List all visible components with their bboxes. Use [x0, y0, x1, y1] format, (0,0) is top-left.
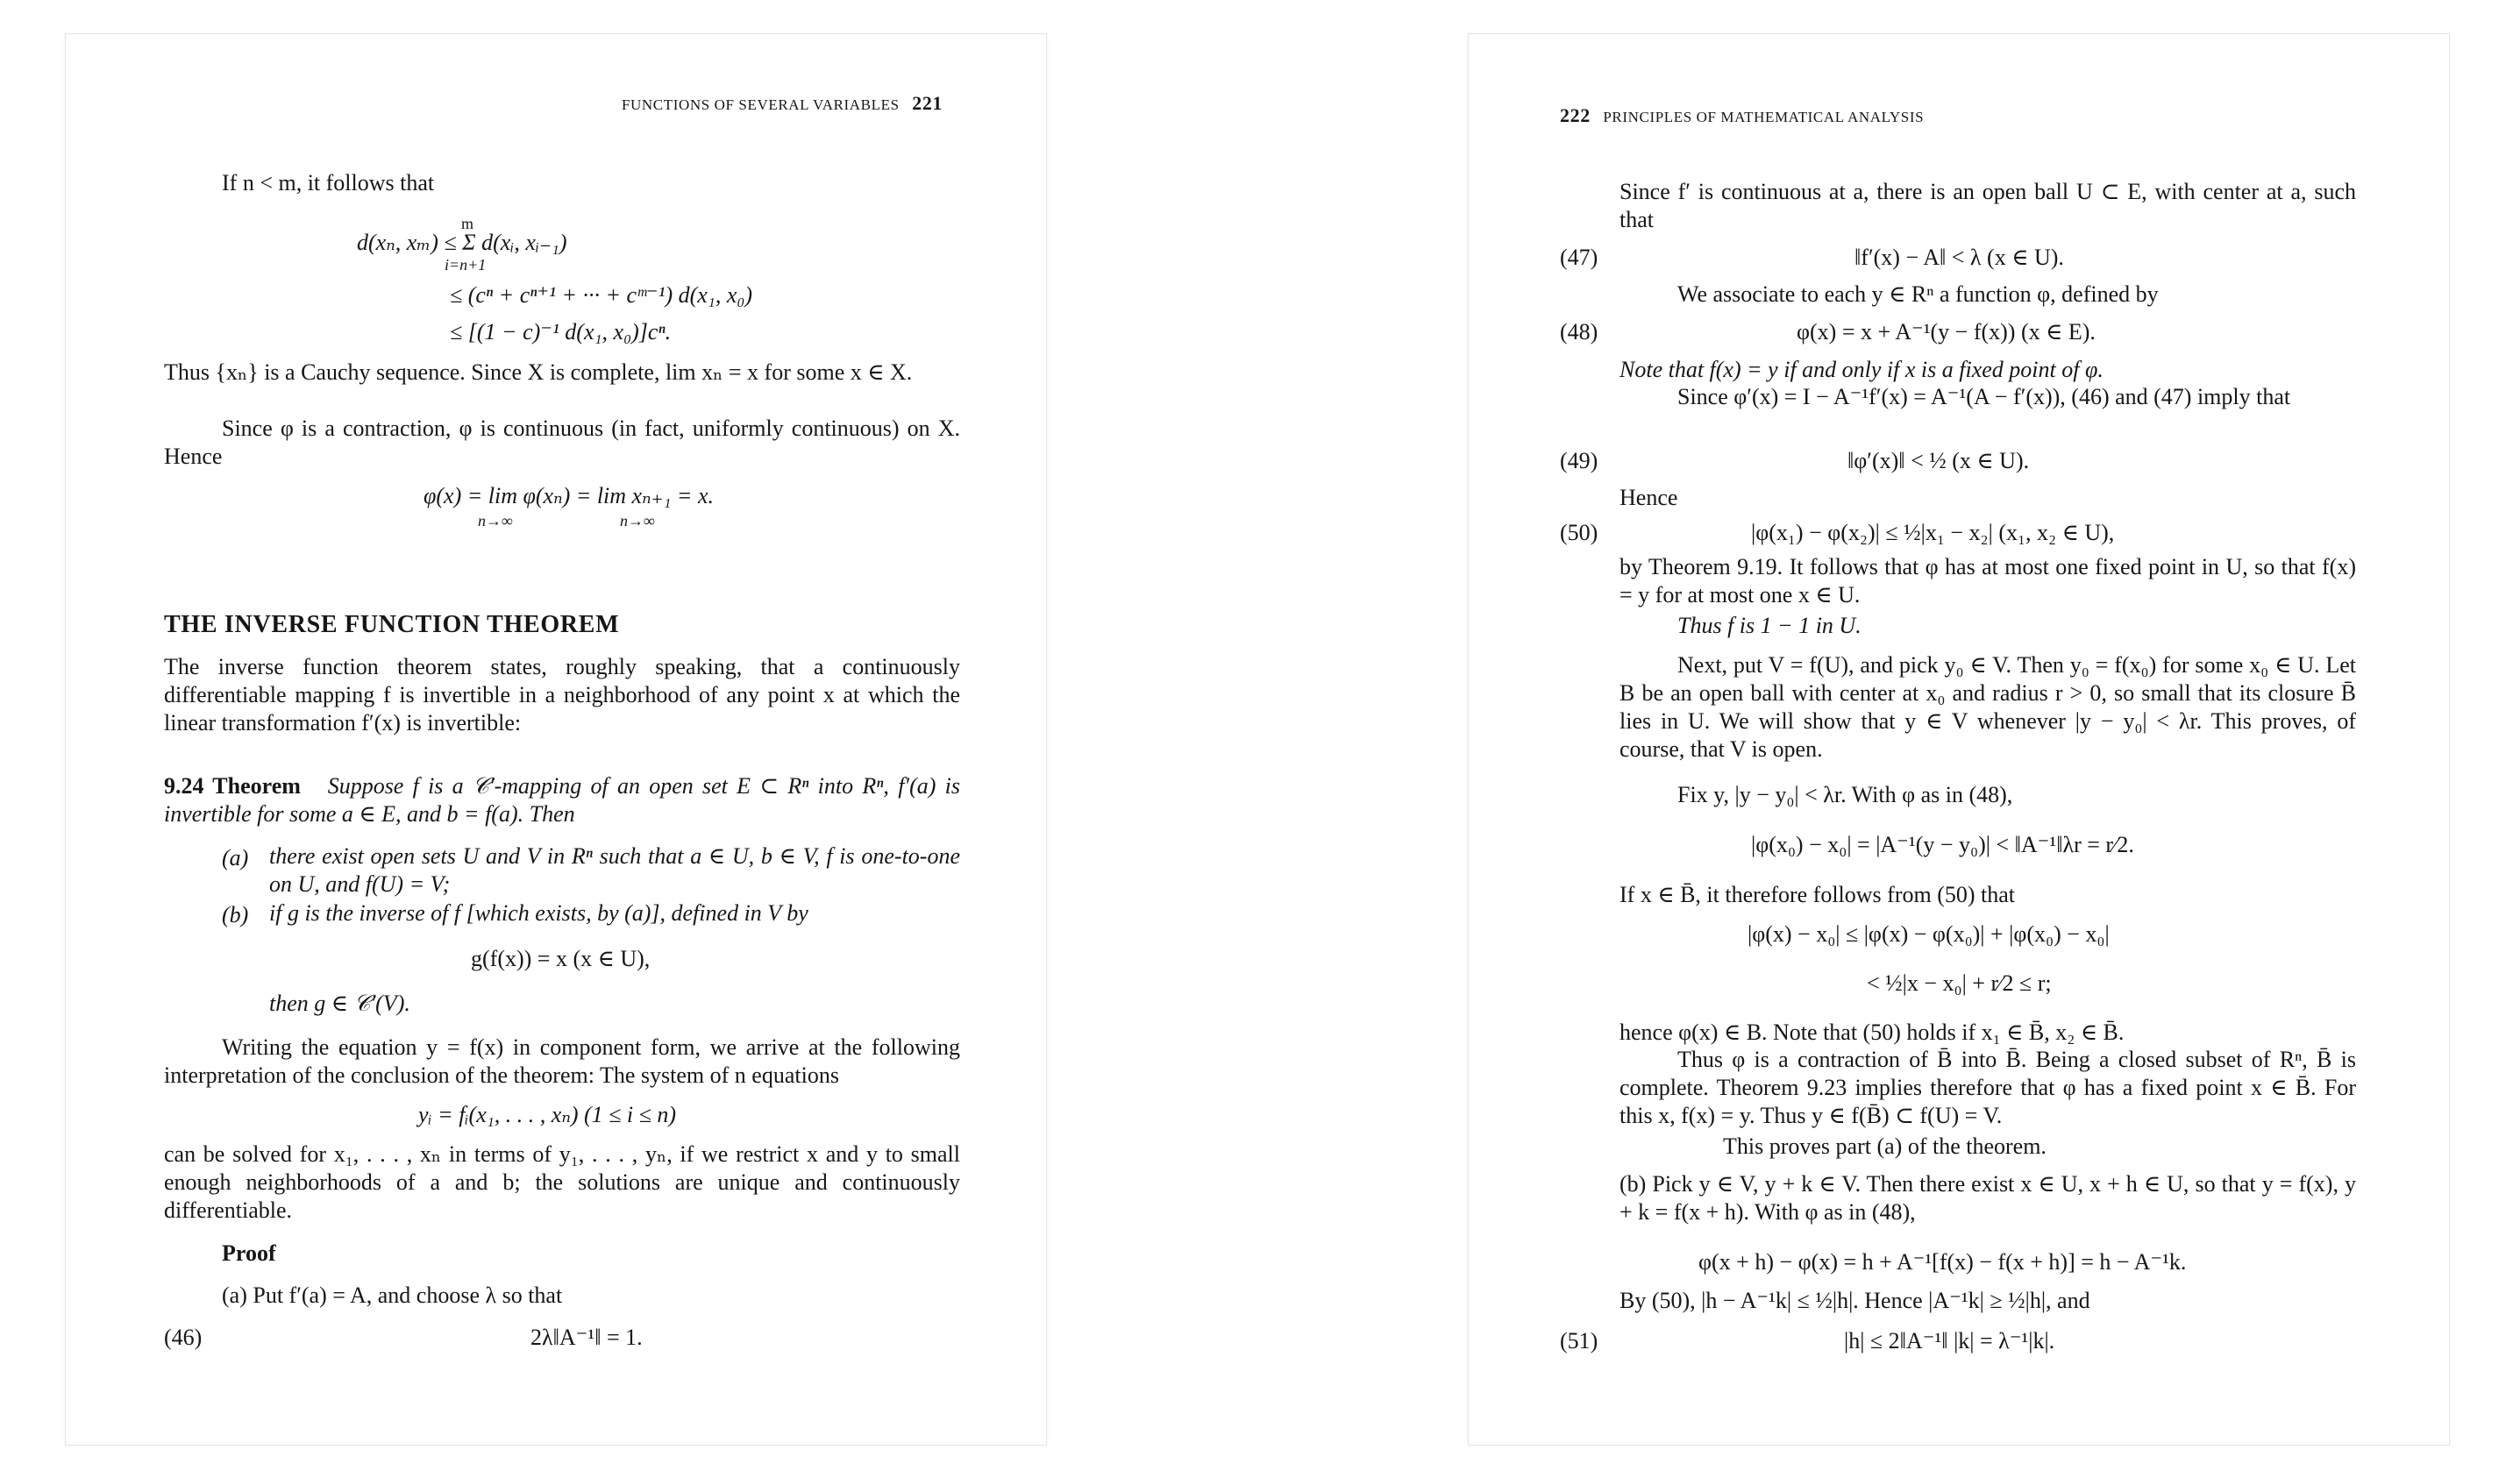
text-line: hence φ(x) ∈ B. Note that (50) holds if x₁ ∈ B̄, x₂ ∈ B̄. — [1619, 1020, 2125, 1045]
header-title: FUNCTIONS OF SEVERAL VARIABLES — [622, 96, 900, 113]
paragraph: We associate to each y ∈ Rⁿ a function φ, defined by — [1677, 281, 2159, 307]
proof-heading: Proof — [222, 1240, 276, 1266]
text-line: By (50), |h − A⁻¹k| ≤ ½|h|. Hence |A⁻¹k| ≥ ½|h|, and — [1619, 1288, 2090, 1313]
theorem-label: 9.24 Theorem — [164, 773, 301, 799]
equation-50: |φ(x₁) − φ(x₂)| ≤ ½|x₁ − x₂| (x₁, x₂ ∈ U), — [1751, 520, 2115, 545]
theorem-item-a: there exist open sets U and V in Rⁿ such that a ∈ U, b ∈ V, f is one-to-one on U, and f(U) = V; — [269, 843, 960, 897]
equation-46: 2λ‖A⁻¹‖ = 1. — [530, 1325, 643, 1350]
equation-48: φ(x) = x + A⁻¹(y − f(x)) (x ∈ E). — [1797, 319, 2096, 345]
paragraph: (b) Pick y ∈ V, y + k ∈ V. Then there exist x ∈ U, x + h ∈ U, so that y = f(x), y + k = f(x + h). With φ as in (48), — [1619, 1171, 2356, 1225]
equation-number: (47) — [1560, 245, 1598, 270]
equation-number: (49) — [1560, 448, 1598, 473]
paragraph-solved: can be solved for x₁, . . . , xₙ in terms of y₁, . . . , yₙ, if we restrict x and y to small enough neighborhoods of a and b; the solutions are unique and continuously differentiable. — [164, 1141, 960, 1223]
note: Note that f(x) = y if and only if x is a fixed point of φ. — [1619, 357, 2104, 382]
text-line: This proves part (a) of the theorem. — [1723, 1133, 2047, 1159]
left-page — [65, 33, 1047, 1446]
text-line: Thus f is 1 − 1 in U. — [1677, 613, 1862, 638]
equation-47: ‖f′(x) − A‖ < λ (x ∈ U). — [1854, 245, 2064, 270]
running-header — [622, 92, 943, 114]
right-page — [1468, 33, 2450, 1446]
sum-upper-limit: m — [461, 215, 474, 232]
paragraph-contraction: Since φ is a contraction, φ is continuous (in fact, uniformly continuous) on X. Hence — [164, 416, 960, 469]
limit-subscript: n→∞ — [620, 512, 655, 529]
equation-g: g(f(x)) = x (x ∈ U), — [471, 946, 651, 971]
theorem-conclusion: then g ∈ 𝒞′(V). — [269, 991, 410, 1016]
equation-h: φ(x + h) − φ(x) = h + A⁻¹[f(x) − f(x + h)] = h − A⁻¹k. — [1698, 1249, 2187, 1275]
text-line: If x ∈ B̄, it therefore follows from (50) that — [1619, 882, 2016, 907]
equation-d3: ≤ [(1 − c)⁻¹ d(x₁, x₀)]cⁿ. — [450, 319, 672, 345]
item-label: (a) — [222, 845, 249, 870]
equation-d2: ≤ (cⁿ + cⁿ⁺¹ + ··· + cᵐ⁻¹) d(x₁, x₀) — [450, 282, 753, 308]
equation-51: |h| ≤ 2‖A⁻¹‖ |k| = λ⁻¹|k|. — [1844, 1328, 2055, 1354]
paragraph-cauchy: Thus {xₙ} is a Cauchy sequence. Since X is complete, lim xₙ = x for some x ∈ X. — [164, 359, 913, 385]
equation-inequality-2: < ½|x − x₀| + r⁄2 ≤ r; — [1867, 970, 2052, 996]
proof-part-a: (a) Put f′(a) = A, and choose λ so that — [222, 1283, 563, 1308]
paragraph-writing: Writing the equation y = f(x) in component form, we arrive at the following interpretation of the conclusion of the theorem: The system of n equations — [164, 1034, 960, 1088]
equation-inequality-1: |φ(x) − x₀| ≤ |φ(x) − φ(x₀)| + |φ(x₀) − x₀| — [1748, 921, 2110, 947]
page-number: 221 — [912, 92, 943, 114]
theorem-9-24 — [164, 772, 960, 828]
equation-49: ‖φ′(x)‖ < ½ (x ∈ U). — [1847, 448, 2030, 473]
equation-number: (50) — [1560, 520, 1598, 545]
section-heading: THE INVERSE FUNCTION THEOREM — [164, 611, 620, 638]
text-line: If n < m, it follows that — [222, 170, 435, 195]
equation-d1: d(xₙ, xₘ) ≤ Σ d(xᵢ, xᵢ₋₁) — [357, 230, 567, 255]
text-line: Fix y, |y − y₀| < λr. With φ as in (48), — [1677, 782, 2013, 807]
equation-fix: |φ(x₀) − x₀| = |A⁻¹(y − y₀)| < ‖A⁻¹‖λr = r⁄2. — [1751, 832, 2134, 857]
sum-lower-limit: i=n+1 — [445, 256, 487, 274]
paragraph: Since φ′(x) = I − A⁻¹f′(x) = A⁻¹(A − f′(x)), (46) and (47) imply that — [1677, 384, 2291, 409]
header-title: PRINCIPLES OF MATHEMATICAL ANALYSIS — [1603, 109, 1925, 125]
equation-phi-limit: φ(x) = lim φ(xₙ) = lim xₙ₊₁ = x. — [424, 483, 714, 508]
paragraph: Next, put V = f(U), and pick y₀ ∈ V. Then y₀ = f(x₀) for some x₀ ∈ U. Let B be an open ball with center at x₀ and radius r > 0, so small that its closure B̄ lies in U. We will show that y ∈ V whenever |y − y₀| < λr. This proves, of course, that V is open. — [1619, 652, 2356, 762]
equation-number: (51) — [1560, 1328, 1598, 1354]
paragraph-intro: The inverse function theorem states, roughly speaking, that a continuously differentiable mapping f is invertible in a neighborhood of any point x at which the linear transformation f′(x) is invertible: — [164, 654, 960, 735]
equation-number: (46) — [164, 1325, 203, 1350]
limit-subscript: n→∞ — [478, 512, 513, 529]
equation-number: (48) — [1560, 319, 1598, 345]
page-number: 222 — [1560, 104, 1591, 126]
theorem-statement: Suppose f is a 𝒞′-mapping of an open set E ⊂ Rⁿ into Rⁿ, f′(a) is invertible for some a ∈ E, and b = f(a). Then — [164, 773, 961, 827]
item-label: (b) — [222, 902, 249, 927]
paragraph: by Theorem 9.19. It follows that φ has at most one fixed point in U, so that f(x) = y for at most one x ∈ U. — [1619, 554, 2356, 608]
running-header — [1560, 104, 1924, 126]
text-line: Hence — [1619, 485, 1678, 510]
paragraph: Thus φ is a contraction of B̄ into B̄. Being a closed subset of Rⁿ, B̄ is complete. Theorem 9.23 implies therefore that φ has a fixed point x ∈ B̄. For this x, f(x) = y. Thus y ∈ f(B̄) ⊂ f(U) = V. — [1619, 1047, 2356, 1128]
theorem-item-b: if g is the inverse of f [which exists, by (a)], defined in V by — [269, 900, 808, 926]
paragraph: Since f′ is continuous at a, there is an open ball U ⊂ E, with center at a, such that — [1619, 179, 2356, 232]
equation-system: yᵢ = fᵢ(x₁, . . . , xₙ) (1 ≤ i ≤ n) — [418, 1102, 677, 1127]
